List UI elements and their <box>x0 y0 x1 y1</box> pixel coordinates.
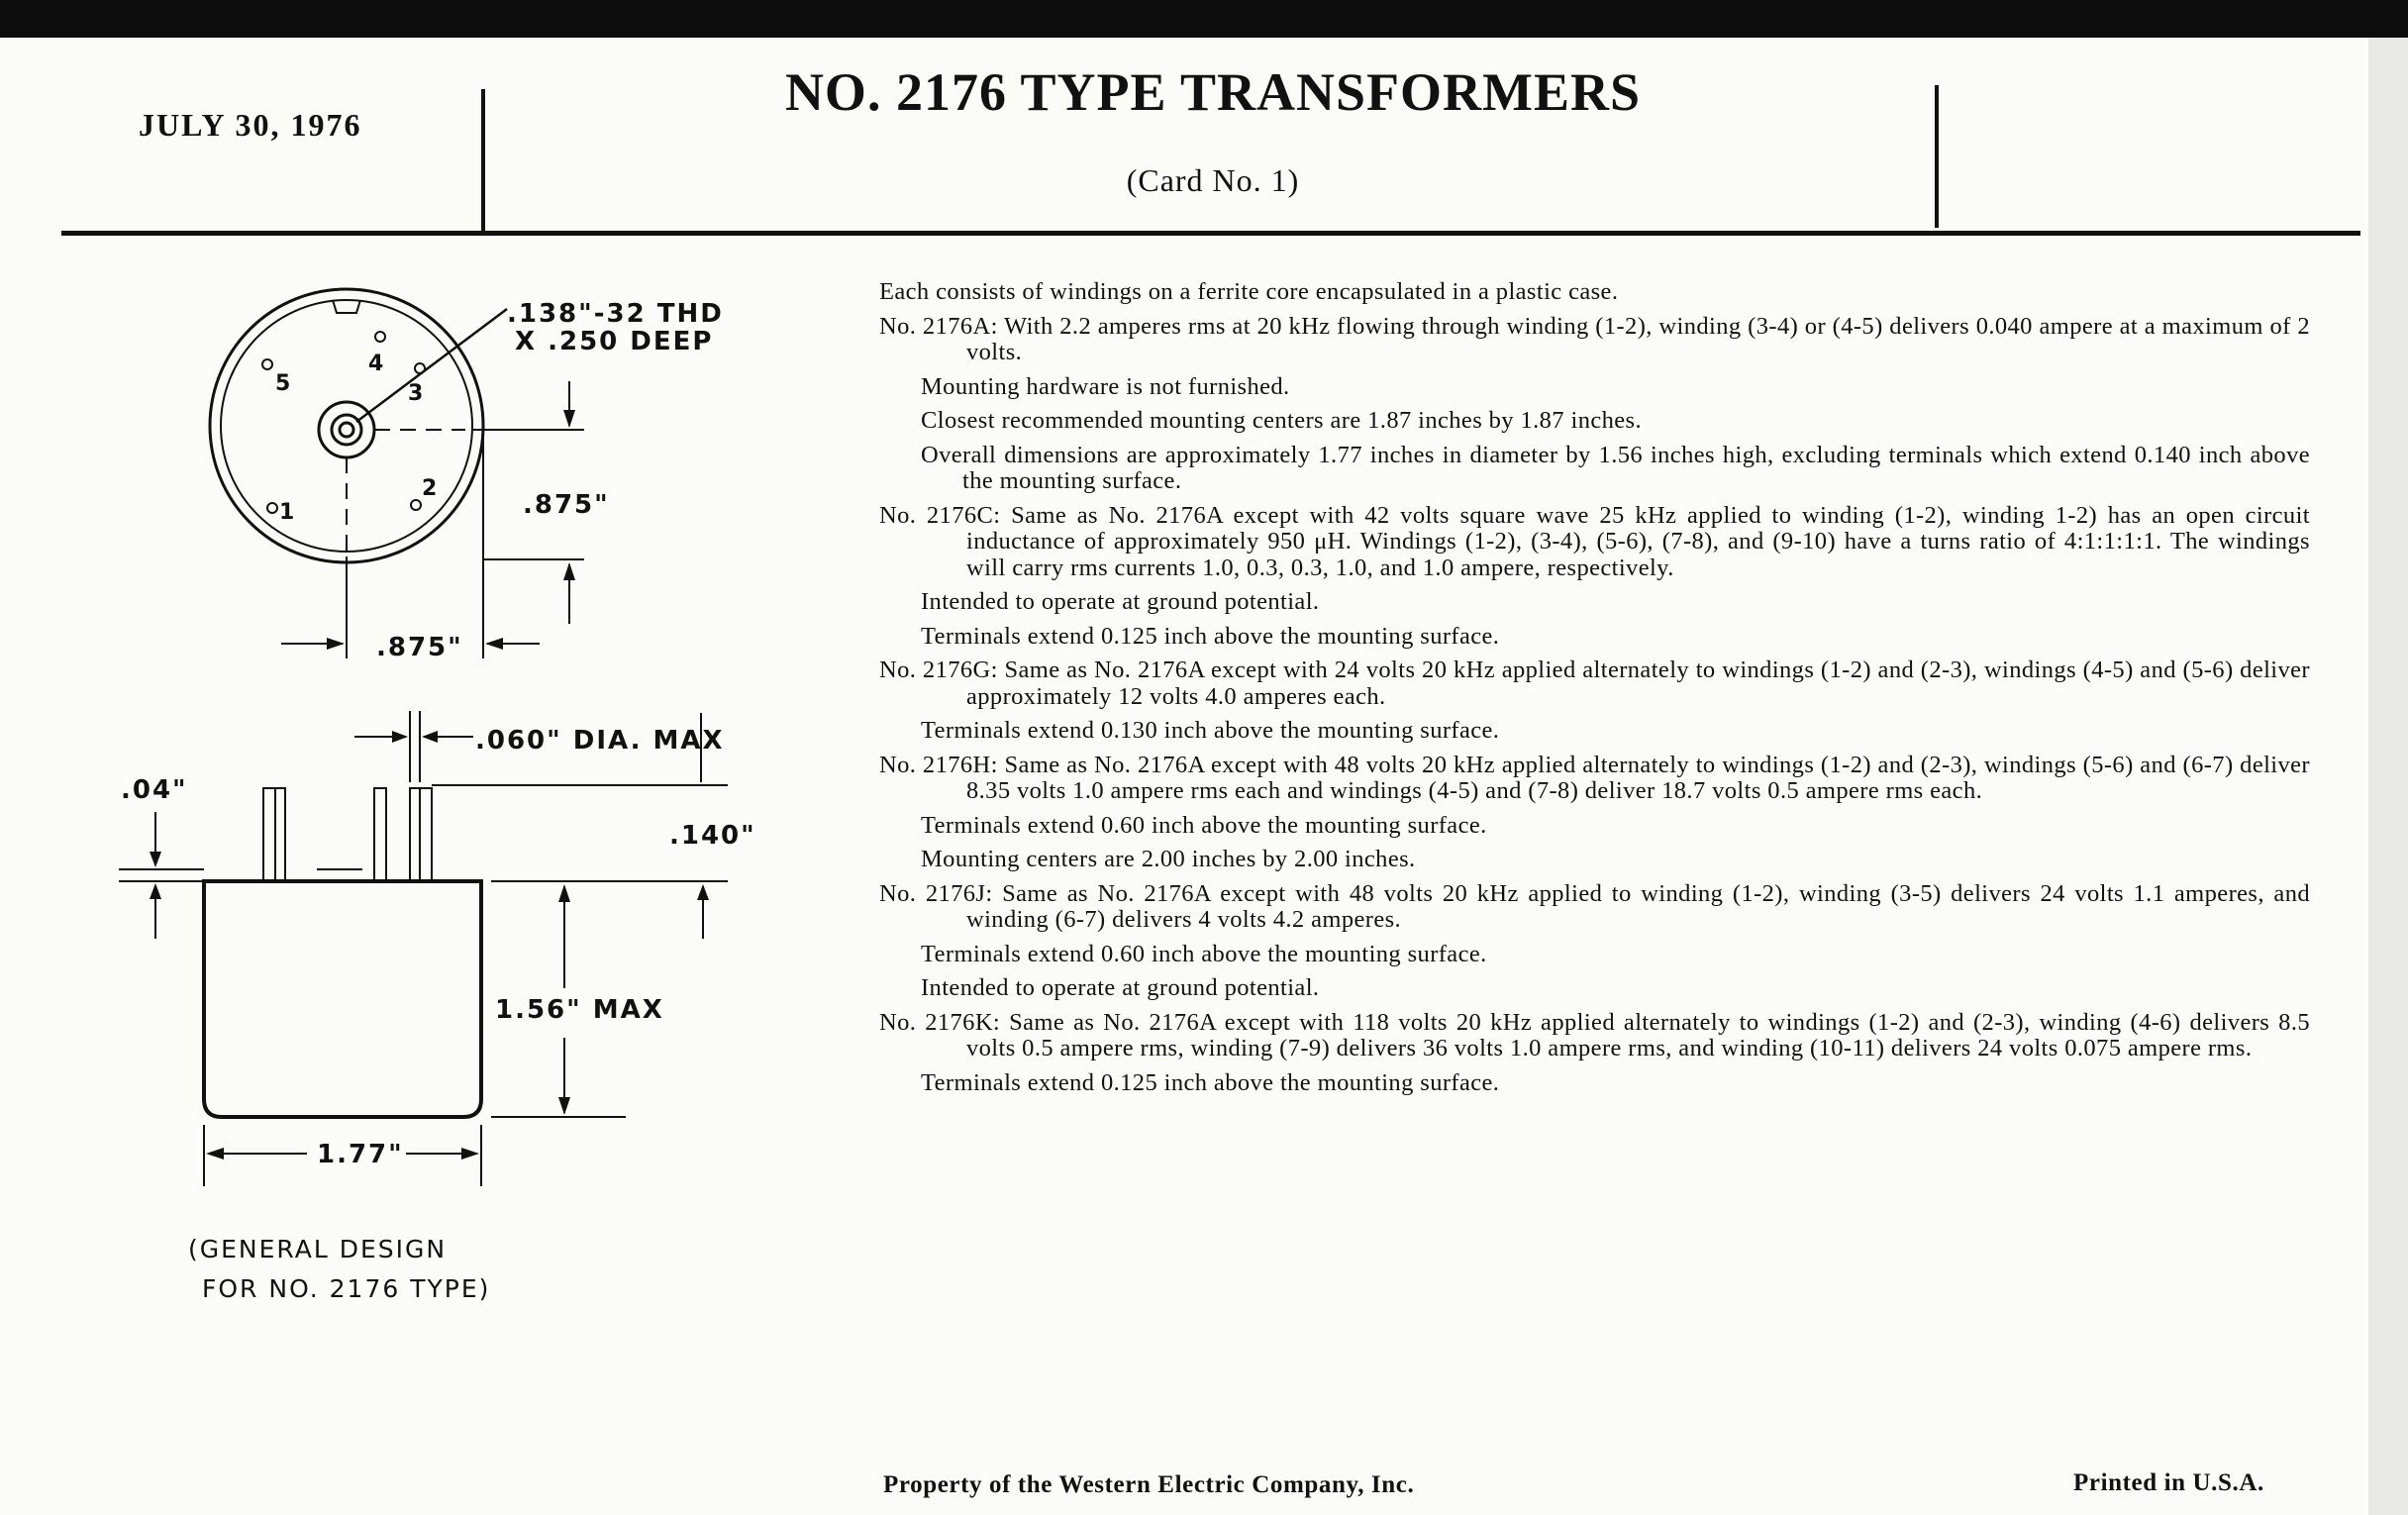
thread-spec-line2: X .250 DEEP <box>515 327 714 356</box>
drawing-caption <box>188 1230 584 1309</box>
card-number: (Card No. 1) <box>1126 162 1300 198</box>
note-paragraph: Closest recommended mounting centers are 1.87 inches by 1.87 inches. <box>921 407 1642 434</box>
caption-line1: (GENERAL DESIGN <box>188 1235 448 1263</box>
center-boss-inner <box>332 415 361 445</box>
model-description: No. 2176H: Same as No. 2176A except with 48 volts 20 kHz applied alternately to windings (1-2) and (2-3), windings (5-6) and (6-7) deliver 8.35 volts 1.0 ampere rms each and windings (4-5) and (7-8) deliver 18.7 volts 0.5 ampere rms each. <box>879 751 2310 804</box>
dim-140-label: .140" <box>669 821 756 851</box>
center-thread-hole <box>340 423 353 437</box>
note-paragraph: Intended to operate at ground potential. <box>921 588 1320 615</box>
arrowhead-pin-right <box>422 731 438 743</box>
top-view-key-notch <box>333 300 360 313</box>
note-paragraph: Mounting hardware is not furnished. <box>921 372 1290 400</box>
model-description: No. 2176G: Same as No. 2176A except with 24 volts 20 kHz applied alternately to windings (1-2) and (2-3), windings (4-5) and (5-6) deliver approximately 12 volts 4.0 amperes each. <box>879 656 2310 710</box>
terminal-right <box>410 788 420 881</box>
pin-hole-3 <box>415 363 425 373</box>
arrowhead-177-right <box>461 1148 479 1160</box>
note-paragraph: Terminals extend 0.125 inch above the mounting surface. <box>921 622 1500 650</box>
terminal-left <box>263 788 275 881</box>
pin-hole-4 <box>375 332 385 342</box>
side-view-body <box>204 881 481 1117</box>
footer-property: Property of the Western Electric Company, Inc. <box>883 1471 1415 1498</box>
arrowhead-156-top <box>558 884 570 902</box>
model-description: No. 2176J: Same as No. 2176A except with 48 volts 20 kHz applied to winding (1-2), winding (3-5) delivers 24 volts 1.1 amperes, and winding (6-7) delivers 4 volts 4.2 amperes. <box>879 879 2310 933</box>
dim-875-vertical: .875" <box>523 490 610 520</box>
pin-hole-5 <box>262 359 272 369</box>
pin-hole-1 <box>267 503 277 513</box>
caption-line2: FOR NO. 2176 TYPE) <box>202 1274 491 1303</box>
issue-date: JULY 30, 1976 <box>139 107 362 143</box>
dim-04-label: .04" <box>121 775 188 805</box>
diameter-label: 1.77" <box>317 1140 404 1169</box>
note-paragraph: Mounting centers are 2.00 inches by 2.00 inches. <box>921 846 1416 872</box>
arrowhead-875v-top <box>563 410 575 428</box>
pin-label-4: 4 <box>368 352 384 376</box>
footer-printed: Printed in U.S.A. <box>2073 1469 2264 1496</box>
note-paragraph: Overall dimensions are approximately 1.77 inches in diameter by 1.56 inches high, excluding terminals which extend 0.140 inch above the mounting surface. <box>921 441 2310 494</box>
arrowhead-177-left <box>206 1148 224 1160</box>
arrowhead-04-bottom <box>150 883 161 899</box>
arrowhead-140 <box>697 884 709 900</box>
arrowhead-156-bottom <box>558 1097 570 1115</box>
height-label: 1.56" MAX <box>495 995 664 1025</box>
model-description: No. 2176C: Same as No. 2176A except with 42 volts square wave 25 kHz applied to winding (1-2), winding 1-2) has an open circuit inductance of approximately 950 μH. Windings (1-2), (3-4), (5-6), (7-8), and (9-10) have a turns ratio of 4:1:1:1:1. The windings will carry rms currents 1.0, 0.3, 0.3, 1.0, and 1.0 ampere, respectively. <box>879 501 2310 581</box>
terminal-right-b <box>420 788 432 881</box>
pin-label-1: 1 <box>279 500 295 525</box>
note-paragraph: Terminals extend 0.60 inch above the mounting surface. <box>921 940 1487 967</box>
arrowhead-04-top <box>150 852 161 867</box>
pin-label-5: 5 <box>275 371 291 396</box>
intro-paragraph: Each consists of windings on a ferrite core encapsulated in a plastic case. <box>879 278 1619 305</box>
note-paragraph: Intended to operate at ground potential. <box>921 974 1320 1001</box>
pin-label-3: 3 <box>408 381 424 406</box>
note-paragraph: Terminals extend 0.125 inch above the mounting surface. <box>921 1068 1500 1096</box>
pin-hole-2 <box>411 500 421 510</box>
terminal-middle <box>374 788 386 881</box>
pin-label-2: 2 <box>422 476 438 501</box>
model-description: No. 2176A: With 2.2 amperes rms at 20 kHz flowing through winding (1-2), winding (3-4) or (4-5) delivers 0.040 ampere at a maximum of 2 volts. <box>879 312 2310 365</box>
thread-spec-line1: .138"-32 THD <box>507 299 724 329</box>
dim-875-horizontal: .875" <box>376 633 463 662</box>
page-title: NO. 2176 TYPE TRANSFORMERS <box>784 62 1642 122</box>
arrowhead-pin-left <box>392 731 408 743</box>
arrowhead-875h-left <box>327 638 345 650</box>
note-paragraph: Terminals extend 0.130 inch above the mounting surface. <box>921 717 1500 744</box>
terminal-left-b <box>275 788 285 881</box>
center-boss-outer <box>319 402 374 457</box>
spec-text <box>879 279 2310 1104</box>
arrowhead-875v-bottom <box>563 562 575 580</box>
model-description: No. 2176K: Same as No. 2176A except with 118 volts 20 kHz applied alternately to windings (1-2) and (2-3), winding (4-6) delivers 8.5 volts 0.5 ampere rms, winding (7-9) delivers 36 volts 1.0 ampere rms, and winding (10-11) delivers 24 volts 0.075 ampere rms. <box>879 1008 2310 1061</box>
arrowhead-875h-right <box>485 638 503 650</box>
pin-diameter-label: .060" DIA. MAX <box>475 726 725 756</box>
note-paragraph: Terminals extend 0.60 inch above the mounting surface. <box>921 811 1487 839</box>
